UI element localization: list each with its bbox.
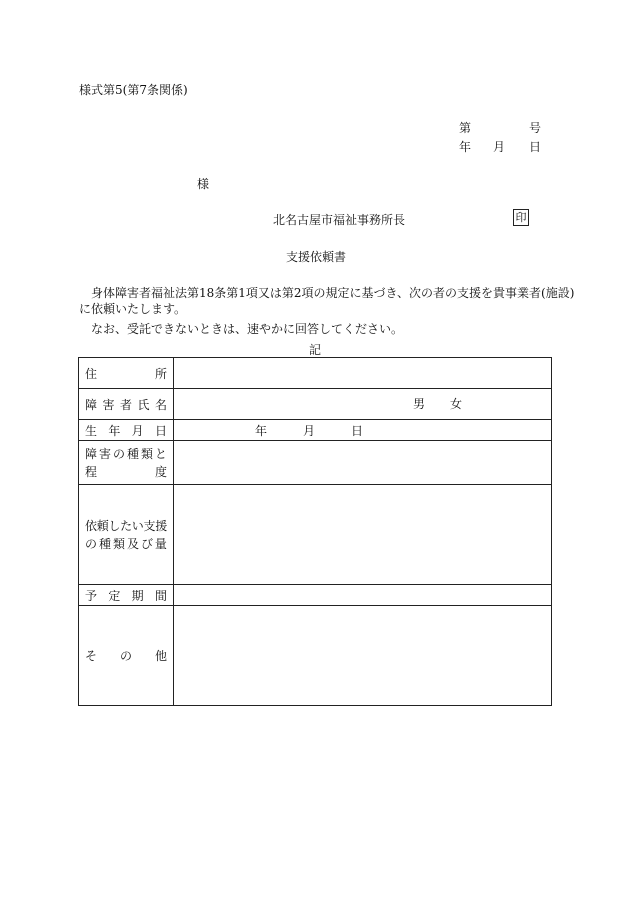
number-dai: 第 (459, 121, 472, 135)
gender-female[interactable]: 女 (450, 397, 463, 411)
label-char: 月 (131, 423, 144, 438)
label-char: 期 (131, 588, 144, 603)
seal-stamp: 印 (513, 209, 529, 226)
label-char: 程 (85, 464, 98, 479)
support-value[interactable] (174, 485, 552, 585)
label-char: の (119, 649, 132, 663)
body-paragraph-1 (79, 285, 575, 317)
support-label (79, 485, 174, 585)
birthdate-label (79, 420, 174, 441)
label-char: 定 (108, 588, 121, 603)
support-label-line-1: 依頼したい支援 (85, 518, 167, 533)
addressee-suffix: 様 (197, 177, 210, 191)
body-line-2: に依頼いたします。 (79, 302, 187, 316)
label-char: そ (85, 649, 98, 663)
period-value[interactable] (174, 585, 552, 606)
label-char: 生 (85, 423, 98, 438)
date-month: 月 (493, 140, 506, 154)
row-address (79, 358, 552, 389)
label-char: び (140, 536, 153, 551)
birth-month: 月 (303, 424, 316, 438)
document-title: 支援依頼書 (286, 250, 347, 264)
label-char: 他 (154, 649, 167, 663)
label-char: 種 (126, 446, 139, 461)
other-label (79, 606, 174, 706)
label-char: 名 (154, 397, 167, 412)
disability-label (79, 441, 174, 485)
label-char: 障 (85, 397, 98, 412)
row-period (79, 585, 552, 606)
birth-day: 日 (351, 424, 364, 438)
birth-year: 年 (255, 424, 268, 438)
row-disability (79, 441, 552, 485)
label-char: 年 (108, 423, 121, 438)
support-form-table (78, 357, 552, 706)
label-char: の (112, 446, 125, 461)
label-char: 量 (154, 536, 167, 551)
label-char: 度 (154, 464, 167, 479)
form-number: 様式第5(第7条関係) (79, 83, 188, 97)
name-label (79, 389, 174, 420)
label-char: 日 (154, 423, 167, 438)
row-name (79, 389, 552, 420)
name-value[interactable] (174, 389, 552, 420)
address-label (79, 358, 174, 389)
birthdate-value[interactable] (174, 420, 552, 441)
gender-male[interactable]: 男 (413, 397, 426, 411)
sender-name: 北名古屋市福祉事務所長 (273, 213, 406, 227)
label-char: 害 (98, 446, 111, 461)
disability-value[interactable] (174, 441, 552, 485)
label-char: 類 (140, 446, 153, 461)
label-char: 害 (102, 397, 115, 412)
label-char: 類 (112, 536, 125, 551)
address-value[interactable] (174, 358, 552, 389)
date-day: 日 (529, 140, 542, 154)
label-char: 及 (126, 536, 139, 551)
row-birthdate (79, 420, 552, 441)
label-char: 障 (85, 446, 98, 461)
label-char: 種 (98, 536, 111, 551)
body-line-1: 身体障害者福祉法第18条第1項又は第2項の規定に基づき、次の者の支援を貴事業者(施設) (91, 286, 575, 300)
ki-heading: 記 (309, 343, 322, 357)
label-char: 所 (154, 366, 167, 381)
date-year: 年 (459, 140, 472, 154)
body-paragraph-2 (79, 321, 559, 337)
other-value[interactable] (174, 606, 552, 706)
label-char: 氏 (137, 397, 150, 412)
label-char: 予 (85, 588, 98, 603)
body-line-3: なお、受託できないときは、速やかに回答してください。 (91, 322, 404, 336)
period-label (79, 585, 174, 606)
label-char: 間 (154, 588, 167, 603)
label-char: の (85, 536, 98, 551)
label-char: 者 (119, 397, 132, 412)
number-go: 号 (529, 121, 542, 135)
label-char: 住 (85, 366, 98, 381)
row-support (79, 485, 552, 585)
row-other (79, 606, 552, 706)
label-char: と (154, 446, 167, 461)
